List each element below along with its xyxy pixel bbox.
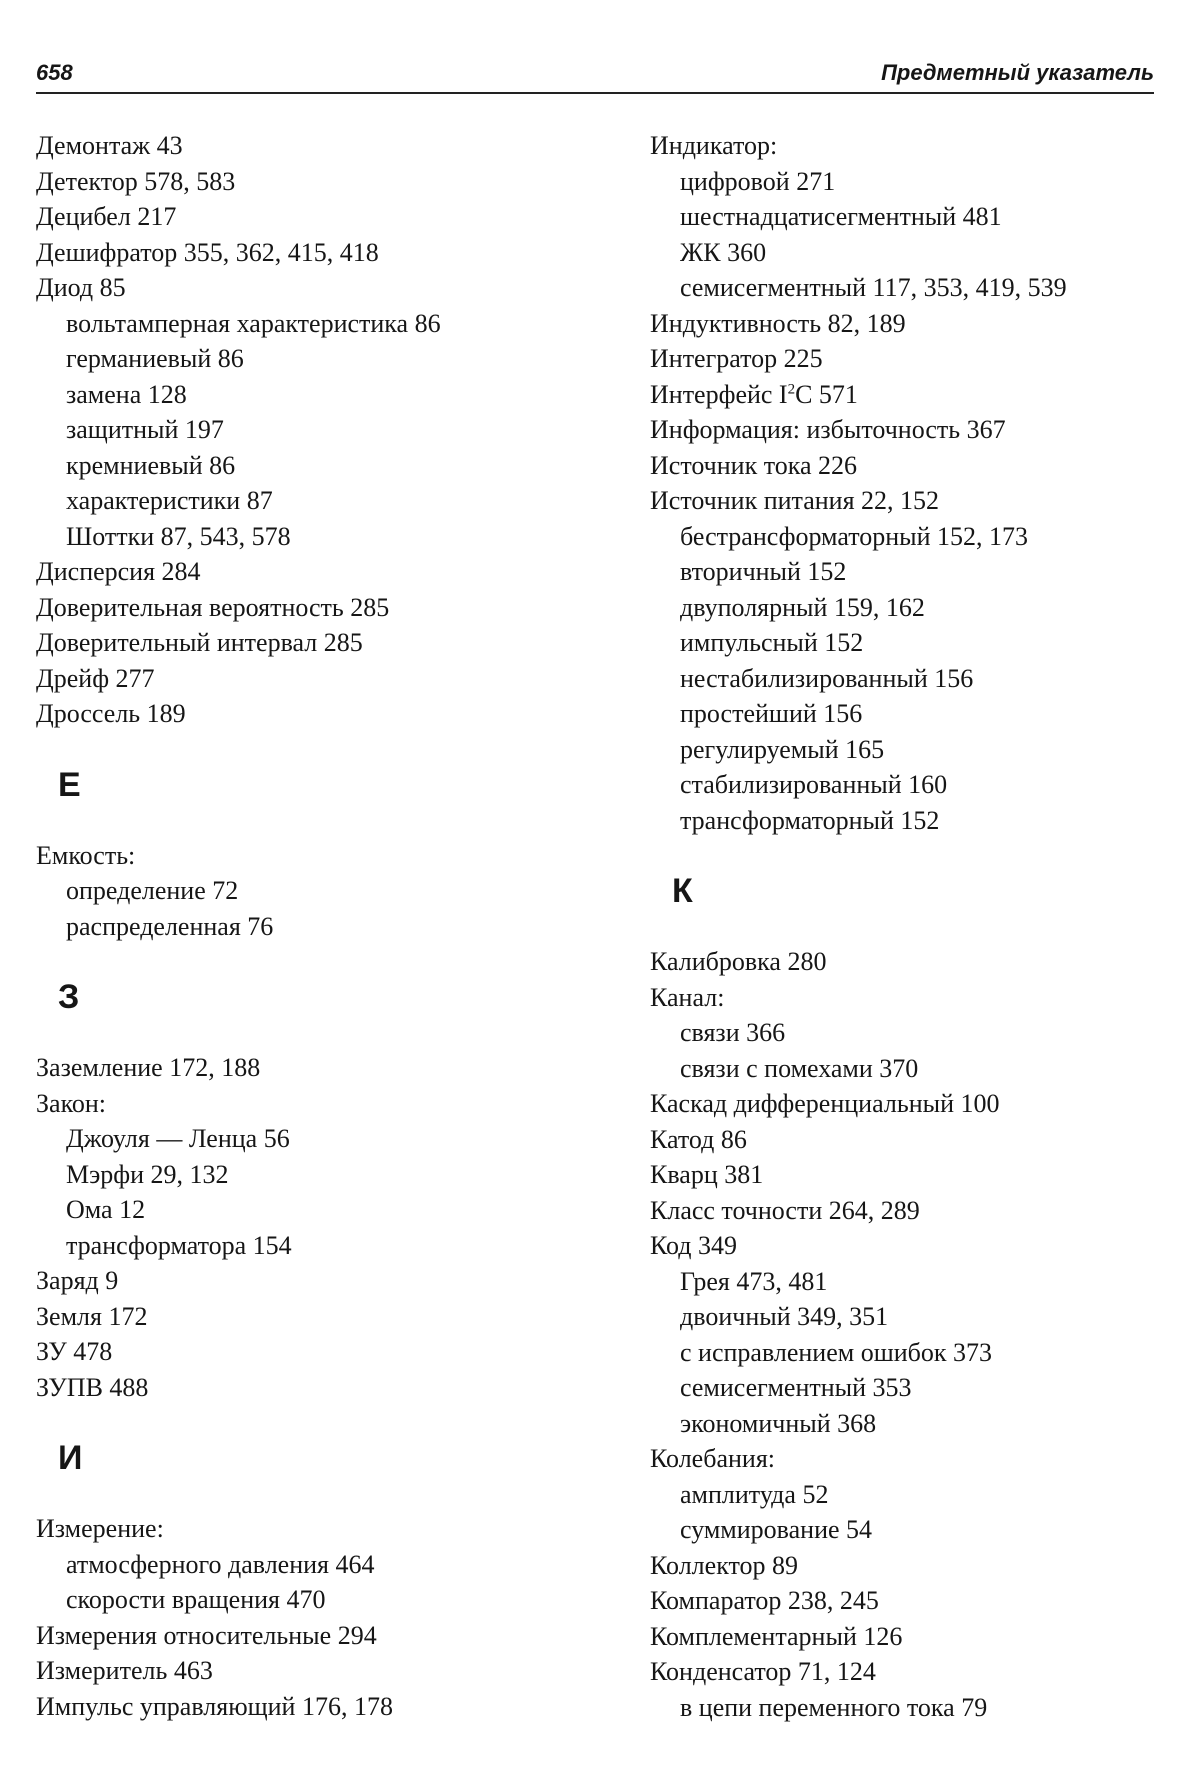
index-entry: Доверительная вероятность 285 [36,592,390,622]
index-entry: Закон: [36,1088,107,1118]
index-entry: Интегратор 225 [650,344,823,373]
index-entry: Информация: избыточность 367 [650,415,1006,444]
index-subentry: определение 72 [66,876,239,905]
section-letter-heading: К [672,872,693,910]
index-entry: Код 349 [650,1231,738,1260]
page-number: 658 [36,60,73,85]
index-subentry: Грея 473, 481 [680,1266,828,1296]
index-subentry: стабилизированный 160 [680,770,948,799]
index-entry: Конденсатор 71, 124 [650,1657,876,1686]
index-entry: Измерения относительные 294 [36,1620,377,1650]
entry-text: C 571 [795,379,858,409]
index-subentry: с исправлением ошибок 373 [680,1337,993,1367]
index-subentry: амплитуда 52 [680,1479,829,1509]
index-entry: Диод 85 [36,273,126,302]
index-subentry: семисегментный 353 [680,1373,912,1402]
index-entry: Индикатор: [650,131,778,160]
index-subentry: шестнадцатисегментный 481 [680,202,1002,231]
index-entry: Канал: [650,982,725,1012]
index-subentry: семисегментный 117, 353, 419, 539 [680,273,1067,302]
index-entry: Заряд 9 [36,1266,119,1295]
index-entry: ЗУПВ 488 [36,1372,149,1402]
index-entry: Измеритель 463 [36,1656,213,1685]
index-entry: Колебания: [650,1444,775,1473]
index-subentry: вольтамперная характеристика 86 [66,308,441,338]
index-subentry: трансформатора 154 [66,1230,292,1260]
index-entry: Дрейф 277 [36,663,155,693]
index-entry: Индуктивность 82, 189 [650,308,906,338]
index-subentry: Шоттки 87, 543, 578 [66,521,291,551]
index-entry: Класс точности 264, 289 [650,1195,920,1225]
index-subentry: цифровой 271 [680,166,836,196]
index-entry: Емкость: [36,840,136,870]
index-entry: Компаратор 238, 245 [650,1586,879,1615]
index-entry: Коллектор 89 [650,1550,799,1580]
index-subentry: связи с помехами 370 [680,1053,919,1083]
index-entry: Источник тока 226 [650,450,857,480]
index-entry: ЗУ 478 [36,1337,113,1366]
index-subentry: скорости вращения 470 [66,1585,326,1614]
superscript: 2 [787,380,796,397]
section-letter-heading: И [58,1439,83,1477]
index-subentry: защитный 197 [66,415,224,444]
index-subentry: вторичный 152 [680,557,847,586]
index-subentry: характеристики 87 [66,486,273,515]
index-entry: Измерение: [36,1514,164,1543]
index-subentry: простейший 156 [680,699,863,728]
index-subentry: двоичный 349, 351 [680,1302,889,1331]
index-entry [650,377,1190,413]
index-subentry: распределенная 76 [66,911,274,941]
index-entry: Катод 86 [650,1124,747,1154]
index-subentry: замена 128 [66,379,187,409]
index-subentry: Джоуля — Ленца 56 [66,1124,290,1153]
index-entry: Источник питания 22, 152 [650,486,940,515]
index-subentry: суммирование 54 [680,1515,873,1544]
index-entry: Импульс управляющий 176, 178 [36,1691,393,1721]
index-subentry: германиевый 86 [66,344,244,373]
index-subentry: кремниевый 86 [66,450,236,480]
index-entry: Калибровка 280 [650,947,827,976]
index-entry: Земля 172 [36,1301,148,1331]
index-subentry: Мэрфи 29, 132 [66,1159,229,1189]
index-subentry: ЖК 360 [680,237,767,267]
index-entry: Комплементарный 126 [650,1621,903,1651]
index-subentry: трансформаторный 152 [680,805,940,835]
index-subentry: связи 366 [680,1018,786,1047]
running-title: Предметный указатель [881,60,1154,85]
index-subentry: Ома 12 [66,1195,146,1224]
index-column-right [650,128,1190,1725]
section-letter-heading: Е [58,765,81,804]
page-header [36,58,1154,94]
index-entry: Детектор 578, 583 [36,166,236,196]
index-entry: Кварц 381 [650,1160,764,1189]
index-entry: Дроссель 189 [36,699,186,728]
index-subentry: нестабилизированный 156 [680,663,974,693]
index-entry: Децибел 217 [36,202,177,231]
index-subentry: экономичный 368 [680,1408,877,1438]
index-subentry: регулируемый 165 [680,734,885,764]
index-entry: Дисперсия 284 [36,557,201,586]
index-subentry: в цепи переменного тока 79 [680,1692,988,1722]
index-subentry: бестрансформаторный 152, 173 [680,521,1029,551]
index-subentry: атмосферного давления 464 [66,1549,375,1579]
index-entry: Дешифратор 355, 362, 415, 418 [36,237,379,267]
section-letter-heading: З [58,978,80,1016]
index-entry: Заземление 172, 188 [36,1053,261,1082]
index-subentry: импульсный 152 [680,628,864,657]
entry-text: Интерфейс I [650,379,788,409]
index-entry: Каскад дифференциальный 100 [650,1089,1000,1118]
index-entry: Доверительный интервал 285 [36,628,363,657]
index-subentry: двуполярный 159, 162 [680,592,925,622]
index-entry: Демонтаж 43 [36,131,183,160]
index-column-left [36,128,596,1724]
